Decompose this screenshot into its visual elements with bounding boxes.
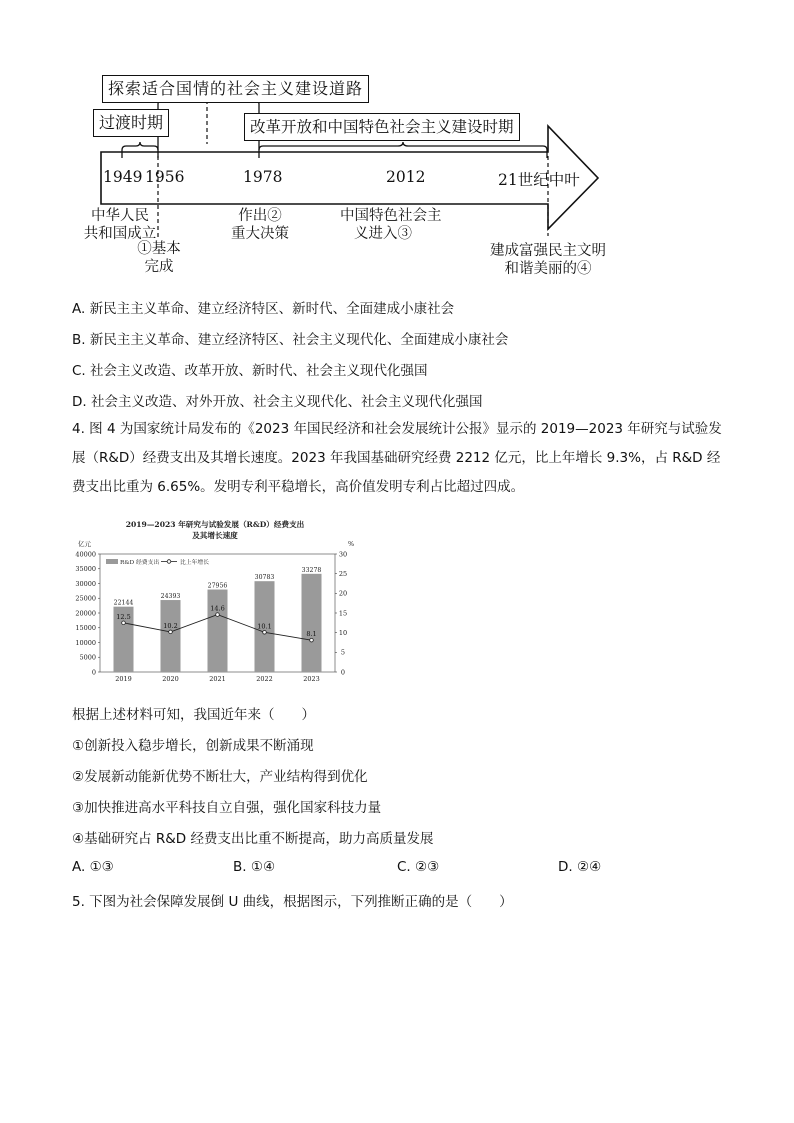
q3-option-c: C. 社会主义改造、改革开放、新时代、社会主义现代化强国 [72,363,428,379]
q4-choice-b: B. ①④ [233,859,276,875]
chart-legend-bar-swatch [106,559,118,564]
chart-left-tick-label: 20000 [75,609,96,618]
reform-period-box: 改革开放和中国特色社会主义建设时期 [244,113,520,141]
q4-prompt: 根据上述材料可知，我国近年来（ ） [72,707,315,723]
chart-left-tick-label: 25000 [75,594,96,603]
caption-2012: 中国特色社会主 义进入③ [340,208,442,242]
chart-right-tick-label: 15 [338,609,348,618]
q5-question-text: 5. 下图为社会保障发展倒 U 曲线，根据图示，下列推断正确的是（ ） [72,894,513,910]
chart-right-tick-label: 0 [340,668,346,677]
year-1956: 1956 [145,168,185,186]
transition-period-box: 过渡时期 [93,109,169,137]
chart-left-tick-label: 15000 [75,624,96,633]
q4-choice-a: A. ①③ [72,859,114,875]
chart-x-tick-label: 2023 [303,675,320,683]
q3-option-b: B. 新民主主义革命、建立经济特区、社会主义现代化、全面建成小康社会 [72,332,509,348]
chart-growth-value-label: 14.6 [210,604,225,613]
chart-x-tick-label: 2021 [209,675,226,683]
chart-bar-value-label: 27956 [207,582,228,590]
rd-expenditure-chart [70,518,360,686]
chart-right-tick-label: 30 [338,550,348,559]
chart-x-tick-label: 2022 [256,675,273,683]
chart-bar [161,600,181,672]
chart-growth-value-label: 12.5 [116,612,131,621]
chart-left-tick-label: 0 [91,668,96,677]
q4-choice-c: C. ②③ [397,859,440,875]
chart-x-tick-label: 2020 [162,675,179,683]
chart-growth-point [263,630,267,634]
caption-1956: ①基本 完成 [137,241,181,275]
timeline-lines [0,0,794,290]
chart-title: 2019—2023 年研究与试验发展（R&D）经费支出 [125,520,305,529]
q4-choice-d: D. ②④ [558,859,602,875]
year-2012: 2012 [386,168,426,186]
chart-growth-point [169,630,173,634]
chart-bar-value-label: 33278 [301,566,322,574]
caption-1949: 中华人民 共和国成立 [83,208,157,242]
caption-1978: 作出② 重大决策 [231,208,289,242]
chart-bar-value-label: 24393 [160,593,181,601]
q4-statement-2: ②发展新动能新优势不断壮大，产业结构得到优化 [72,769,368,785]
chart-growth-point [310,638,314,642]
chart-subtitle: 及其增长速度 [192,531,238,540]
chart-x-tick-label: 2019 [115,675,132,683]
chart-left-tick-label: 40000 [75,550,96,559]
q4-statement-4: ④基础研究占 R&D 经费支出比重不断提高，助力高质量发展 [72,831,434,847]
timeline-diagram [0,0,794,290]
chart-bar-value-label: 22144 [113,599,134,607]
chart-left-unit: 亿元 [78,540,91,548]
q4-statement-1: ①创新投入稳步增长，创新成果不断涌现 [72,738,314,754]
chart-left-tick-label: 5000 [79,653,96,662]
chart-growth-value-label: 10.1 [257,622,272,631]
chart-left-tick-label: 30000 [75,579,96,588]
chart-left-tick-label: 35000 [75,565,96,574]
caption-future: 建成富强民主文明 和谐美丽的④ [490,243,606,277]
chart-bar-value-label: 30783 [254,574,275,582]
chart-bar [208,590,228,672]
chart-right-unit: % [348,540,355,548]
chart-right-tick-label: 10 [338,628,348,637]
q3-option-d: D. 社会主义改造、对外开放、社会主义现代化、社会主义现代化强国 [72,394,483,410]
chart-legend-line-label: 比上年增长 [180,560,209,566]
chart-growth-point [216,613,220,617]
chart-right-tick-label: 5 [340,648,346,657]
chart-growth-value-label: 8.1 [306,630,317,639]
year-1978: 1978 [243,168,283,186]
q4-statement-3: ③加快推进高水平科技自立自强，强化国家科技力量 [72,800,382,816]
chart-growth-value-label: 10.2 [163,621,178,630]
chart-right-tick-label: 25 [338,569,348,578]
chart-legend-bar-label: R&D 经费支出 [120,560,160,566]
year-1949: 1949 [103,168,143,186]
q4-question-text: 4. 图 4 为国家统计局发布的《2023 年国民经济和社会发展统计公报》显示的 2019—2023 年研究与试验发展（R&D）经费支出及其增长速度。2023 年我国基础研究经费 2212 亿元，比上年增长 9.3%，占 R&D 经费支出比重为 6.65%。发明专利平稳增长，高价值发明专利占比超过四成。 [72,421,722,495]
explore-period-box: 探索适合国情的社会主义建设道路 [102,75,369,103]
chart-bar [302,574,322,672]
year-mid-21st-century: 21世纪中叶 [498,171,580,189]
chart-right-tick-label: 20 [338,589,348,598]
chart-left-tick-label: 10000 [75,638,96,647]
chart-legend-line-marker [167,560,171,564]
q3-option-a: A. 新民主主义革命、建立经济特区、新时代、全面建成小康社会 [72,301,455,317]
chart-growth-point [122,621,126,625]
